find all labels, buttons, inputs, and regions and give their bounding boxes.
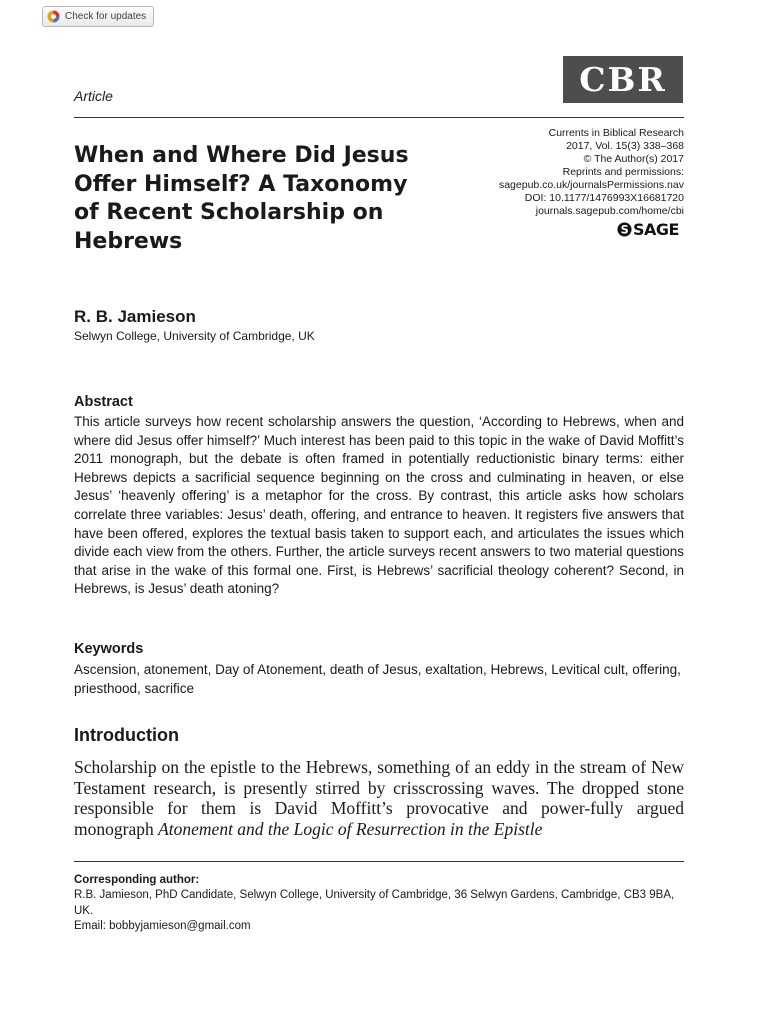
publisher-name: SAGE [633,220,679,239]
abstract-heading: Abstract [74,394,133,410]
corresponding-author-details [74,888,684,935]
title-line: Hebrews [74,228,183,254]
title-line: When and Where Did Jesus [74,143,409,168]
permissions-label: Reprints and permissions: [562,166,684,178]
journal-homepage-link[interactable]: journals.sagepub.com/home/cbi [535,205,684,217]
svg-text:S: S [620,223,629,237]
publisher-logo [617,220,679,239]
introduction-text [74,757,684,839]
corresponding-address: R.B. Jamieson, PhD Candidate, Selwyn College, University of Cambridge, 36 Selwyn Gardens, Cambridge, CB3 9BA, UK. [74,889,675,917]
corresponding-author-heading: Corresponding author: [74,874,200,886]
corresponding-email[interactable]: Email: bobbyjamieson@gmail.com [74,920,251,932]
journal-volume: 2017, Vol. 15(3) 338–368 [566,140,684,152]
doi-line[interactable]: DOI: 10.1177/1476993X16681720 [524,192,684,204]
permissions-link[interactable]: sagepub.co.uk/journalsPermissions.nav [498,179,684,191]
article-type-label: Article [74,88,113,104]
sage-s-icon [617,222,632,237]
article-title [74,142,474,256]
introduction-heading: Introduction [74,725,179,745]
header-divider [74,117,684,118]
footnote-divider [74,861,684,862]
title-line: of Recent Scholarship on [74,200,384,225]
crossmark-icon [47,10,60,23]
check-for-updates-label: Check for updates [65,11,147,22]
title-line: Offer Himself? A Taxonomy [74,171,408,197]
journal-name: Currents in Biblical Research [548,127,684,139]
introduction-body: Scholarship on the epistle to the Hebrews, something of an eddy in the stream of New Testament research, is presently stirred by crisscrossing waves. The dropped stone responsible for them is David Moffitt’s provocative and power-fully argued monograph [74,757,684,839]
author-affiliation: Selwyn College, University of Cambridge, UK [74,329,315,343]
check-for-updates-button[interactable] [42,6,154,27]
journal-logo [563,56,683,103]
copyright-line: © The Author(s) 2017 [583,153,684,165]
keywords-text: Ascension, atonement, Day of Atonement, death of Jesus, exaltation, Hebrews, Levitical cult, offering, priesthood, sacrifice [74,662,681,696]
abstract-text: This article surveys how recent scholarship answers the question, ‘According to Hebrews, when and where did Jesus offer himself?’ Much interest has been paid to this topic in the wake of David Moffitt’s 2011 monograph, but the debate is often framed in potentially reductionistic binary terms: either Hebrews depicts a sacrificial sequence beginning on the cross and culminating in heaven, or else Jesus’ ‘heavenly offering’ is a metaphor for the cross. By contrast, this article asks how scholars correlate three variables: Jesus’ death, offering, and entrance to heaven. It registers five answers that have been offered, explores the textual basis taken to support each, and articulates the issues which divide each view from the others. Further, the article surveys recent answers to two material questions that arise in the wake of this formal one. First, is Hebrews’ sacrificial theology coherent? Second, in Hebrews, is Jesus’ death atoning? [74,414,684,597]
journal-logo-text: CBR [579,60,667,99]
keywords-heading: Keywords [74,641,144,657]
author-name: R. B. Jamieson [74,307,196,326]
journal-info [499,127,684,218]
cited-work-title: Atonement and the Logic of Resurrection in the Epistle [158,818,543,839]
